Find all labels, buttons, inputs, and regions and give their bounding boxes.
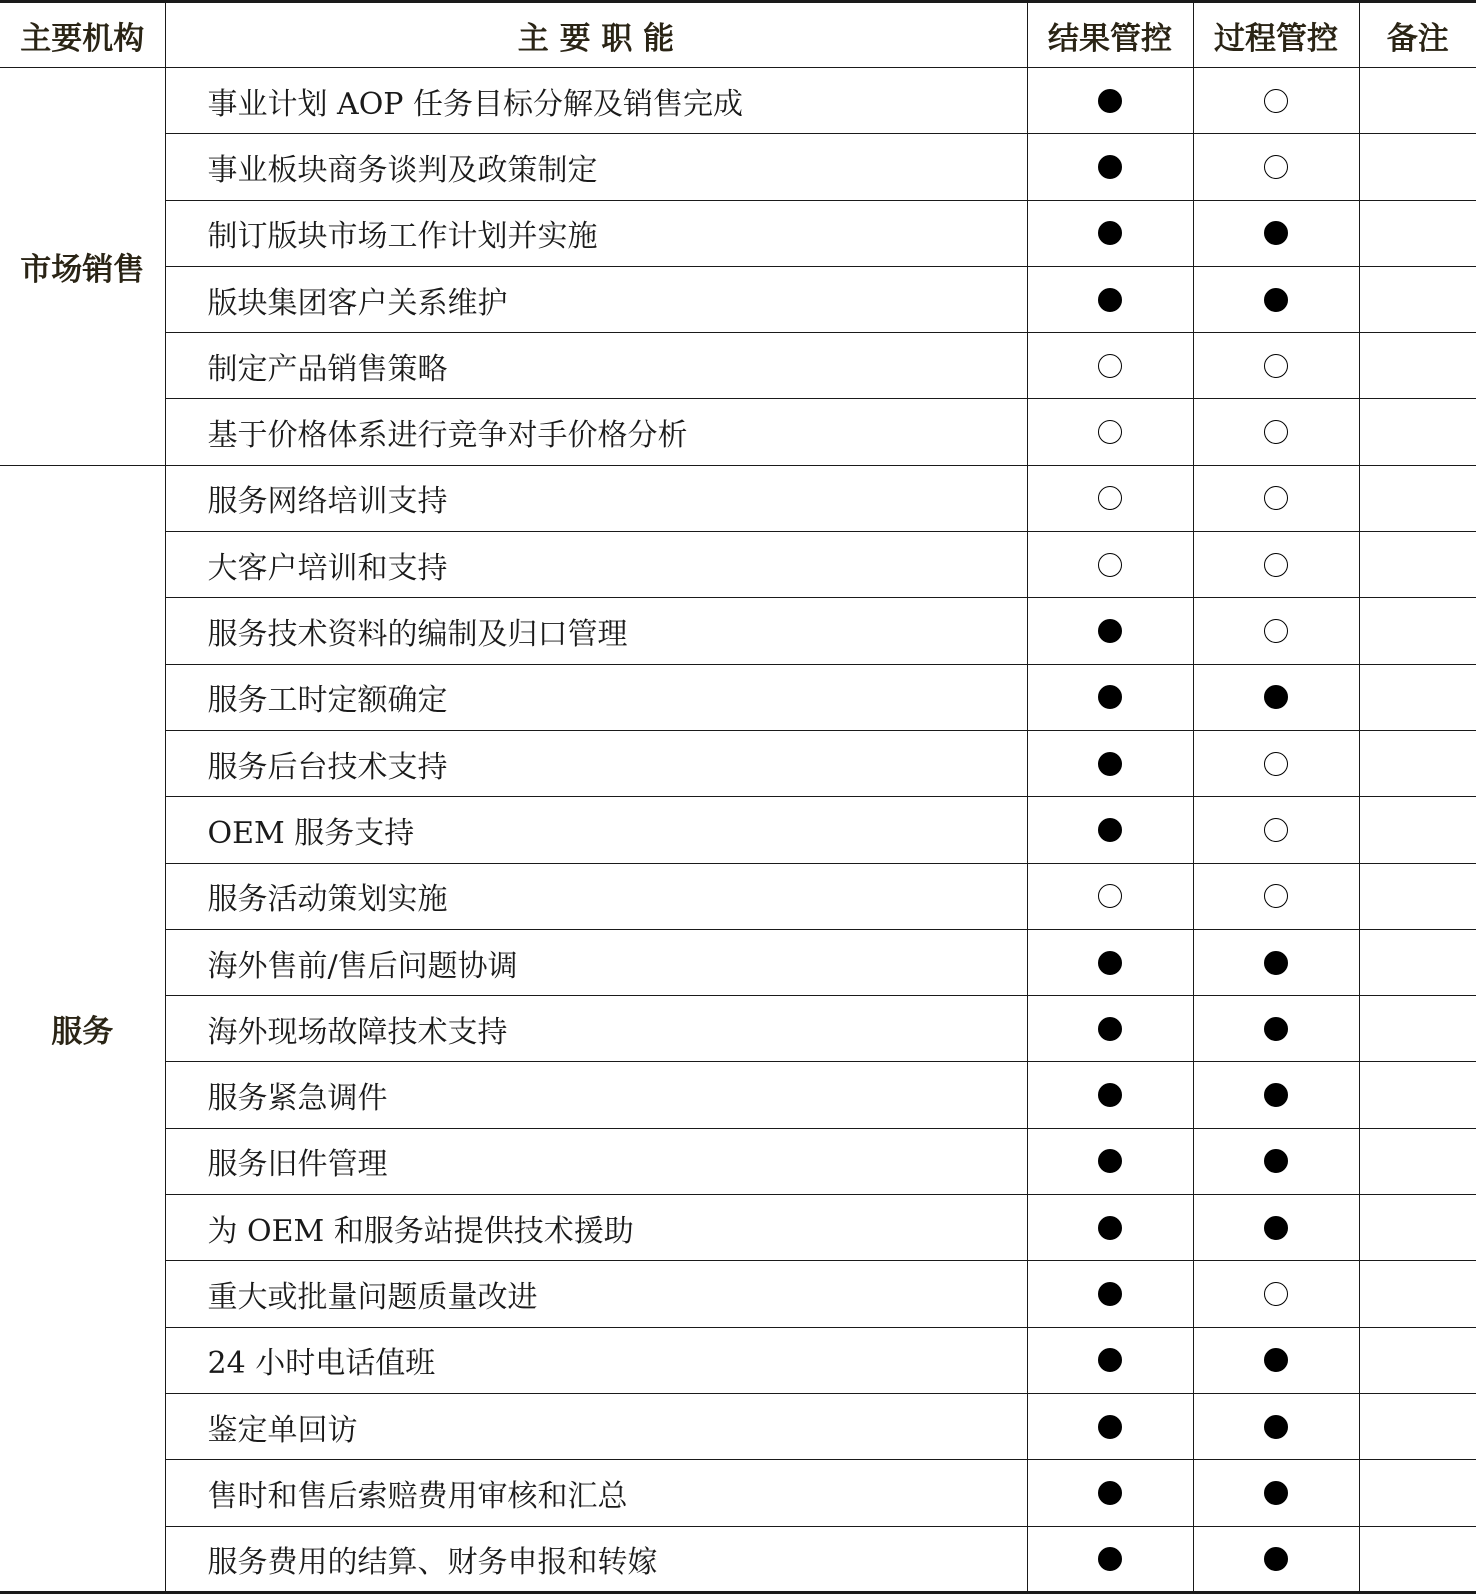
table-row bbox=[0, 1526, 1476, 1592]
hollow-circle-icon bbox=[1264, 884, 1288, 908]
table-row bbox=[0, 465, 1476, 531]
process-control-cell bbox=[1193, 399, 1359, 465]
process-control-cell bbox=[1193, 1327, 1359, 1393]
hollow-circle-icon bbox=[1098, 420, 1122, 444]
result-control-cell bbox=[1027, 532, 1193, 598]
result-control-cell bbox=[1027, 200, 1193, 266]
function-cell: 制订版块市场工作计划并实施 bbox=[165, 200, 1027, 266]
filled-circle-icon bbox=[1098, 1348, 1122, 1372]
function-cell: 为 OEM 和服务站提供技术援助 bbox=[165, 1195, 1027, 1261]
remark-cell bbox=[1359, 730, 1476, 796]
result-control-cell bbox=[1027, 68, 1193, 134]
table-row bbox=[0, 797, 1476, 863]
hollow-circle-icon bbox=[1264, 752, 1288, 776]
table-header bbox=[0, 2, 1476, 68]
filled-circle-icon bbox=[1098, 1481, 1122, 1505]
function-cell: 制定产品销售策略 bbox=[165, 333, 1027, 399]
filled-circle-icon bbox=[1098, 155, 1122, 179]
hollow-circle-icon bbox=[1264, 486, 1288, 510]
process-control-cell bbox=[1193, 1062, 1359, 1128]
remark-cell bbox=[1359, 598, 1476, 664]
remark-cell bbox=[1359, 1393, 1476, 1459]
result-control-cell bbox=[1027, 929, 1193, 995]
filled-circle-icon bbox=[1098, 1282, 1122, 1306]
filled-circle-icon bbox=[1264, 951, 1288, 975]
function-cell: 事业计划 AOP 任务目标分解及销售完成 bbox=[165, 68, 1027, 134]
remark-cell bbox=[1359, 1062, 1476, 1128]
filled-circle-icon bbox=[1264, 685, 1288, 709]
function-cell: 服务网络培训支持 bbox=[165, 465, 1027, 531]
remark-cell bbox=[1359, 1327, 1476, 1393]
remark-cell bbox=[1359, 664, 1476, 730]
filled-circle-icon bbox=[1098, 1547, 1122, 1571]
remark-cell bbox=[1359, 1195, 1476, 1261]
filled-circle-icon bbox=[1264, 1216, 1288, 1240]
remark-cell bbox=[1359, 465, 1476, 531]
remark-cell bbox=[1359, 333, 1476, 399]
process-control-cell bbox=[1193, 664, 1359, 730]
table-body bbox=[0, 68, 1476, 1593]
hollow-circle-icon bbox=[1264, 619, 1288, 643]
filled-circle-icon bbox=[1098, 685, 1122, 709]
process-control-cell bbox=[1193, 266, 1359, 332]
hollow-circle-icon bbox=[1264, 1282, 1288, 1306]
filled-circle-icon bbox=[1098, 818, 1122, 842]
process-control-cell bbox=[1193, 134, 1359, 200]
process-control-cell bbox=[1193, 1128, 1359, 1194]
table-row bbox=[0, 134, 1476, 200]
table-row bbox=[0, 730, 1476, 796]
filled-circle-icon bbox=[1098, 221, 1122, 245]
remark-cell bbox=[1359, 532, 1476, 598]
table-row bbox=[0, 1460, 1476, 1526]
result-control-cell bbox=[1027, 996, 1193, 1062]
header-result-control: 结果管控 bbox=[1027, 2, 1193, 68]
result-control-cell bbox=[1027, 1261, 1193, 1327]
table-row bbox=[0, 1128, 1476, 1194]
filled-circle-icon bbox=[1098, 1149, 1122, 1173]
remark-cell bbox=[1359, 68, 1476, 134]
function-cell: 服务紧急调件 bbox=[165, 1062, 1027, 1128]
remark-cell bbox=[1359, 134, 1476, 200]
org-cell: 服务 bbox=[0, 465, 165, 1592]
hollow-circle-icon bbox=[1264, 818, 1288, 842]
filled-circle-icon bbox=[1098, 1216, 1122, 1240]
remark-cell bbox=[1359, 266, 1476, 332]
function-cell: 基于价格体系进行竞争对手价格分析 bbox=[165, 399, 1027, 465]
filled-circle-icon bbox=[1264, 1149, 1288, 1173]
process-control-cell bbox=[1193, 68, 1359, 134]
header-function: 主 要 职 能 bbox=[165, 2, 1027, 68]
result-control-cell bbox=[1027, 664, 1193, 730]
filled-circle-icon bbox=[1098, 89, 1122, 113]
function-cell: 服务旧件管理 bbox=[165, 1128, 1027, 1194]
process-control-cell bbox=[1193, 1526, 1359, 1592]
result-control-cell bbox=[1027, 333, 1193, 399]
remark-cell bbox=[1359, 929, 1476, 995]
table-row bbox=[0, 1393, 1476, 1459]
result-control-cell bbox=[1027, 134, 1193, 200]
hollow-circle-icon bbox=[1098, 884, 1122, 908]
remark-cell bbox=[1359, 399, 1476, 465]
remark-cell bbox=[1359, 1261, 1476, 1327]
hollow-circle-icon bbox=[1264, 155, 1288, 179]
process-control-cell bbox=[1193, 1195, 1359, 1261]
function-cell: 24 小时电话值班 bbox=[165, 1327, 1027, 1393]
remark-cell bbox=[1359, 1128, 1476, 1194]
function-cell: OEM 服务支持 bbox=[165, 797, 1027, 863]
remark-cell bbox=[1359, 797, 1476, 863]
filled-circle-icon bbox=[1098, 619, 1122, 643]
result-control-cell bbox=[1027, 1327, 1193, 1393]
filled-circle-icon bbox=[1264, 1547, 1288, 1571]
result-control-cell bbox=[1027, 1393, 1193, 1459]
remark-cell bbox=[1359, 996, 1476, 1062]
process-control-cell bbox=[1193, 1460, 1359, 1526]
remark-cell bbox=[1359, 863, 1476, 929]
hollow-circle-icon bbox=[1264, 354, 1288, 378]
process-control-cell bbox=[1193, 797, 1359, 863]
function-cell: 重大或批量问题质量改进 bbox=[165, 1261, 1027, 1327]
result-control-cell bbox=[1027, 1526, 1193, 1592]
filled-circle-icon bbox=[1098, 1017, 1122, 1041]
filled-circle-icon bbox=[1264, 1481, 1288, 1505]
hollow-circle-icon bbox=[1264, 420, 1288, 444]
table-row bbox=[0, 863, 1476, 929]
result-control-cell bbox=[1027, 863, 1193, 929]
process-control-cell bbox=[1193, 929, 1359, 995]
hollow-circle-icon bbox=[1098, 354, 1122, 378]
table-row bbox=[0, 1062, 1476, 1128]
filled-circle-icon bbox=[1098, 951, 1122, 975]
table-row bbox=[0, 996, 1476, 1062]
process-control-cell bbox=[1193, 1393, 1359, 1459]
filled-circle-icon bbox=[1098, 1083, 1122, 1107]
hollow-circle-icon bbox=[1098, 553, 1122, 577]
header-remarks: 备注 bbox=[1359, 2, 1476, 68]
process-control-cell bbox=[1193, 730, 1359, 796]
function-cell: 海外现场故障技术支持 bbox=[165, 996, 1027, 1062]
function-cell: 鉴定单回访 bbox=[165, 1393, 1027, 1459]
result-control-cell bbox=[1027, 598, 1193, 664]
remark-cell bbox=[1359, 1526, 1476, 1592]
table-row bbox=[0, 598, 1476, 664]
table-row bbox=[0, 399, 1476, 465]
table-row bbox=[0, 532, 1476, 598]
filled-circle-icon bbox=[1264, 1415, 1288, 1439]
function-cell: 售时和售后索赔费用审核和汇总 bbox=[165, 1460, 1027, 1526]
hollow-circle-icon bbox=[1098, 486, 1122, 510]
function-cell: 版块集团客户关系维护 bbox=[165, 266, 1027, 332]
table-row bbox=[0, 1327, 1476, 1393]
table-row bbox=[0, 333, 1476, 399]
process-control-cell bbox=[1193, 863, 1359, 929]
result-control-cell bbox=[1027, 1062, 1193, 1128]
function-cell: 服务活动策划实施 bbox=[165, 863, 1027, 929]
hollow-circle-icon bbox=[1264, 89, 1288, 113]
function-cell: 服务工时定额确定 bbox=[165, 664, 1027, 730]
process-control-cell bbox=[1193, 598, 1359, 664]
result-control-cell bbox=[1027, 399, 1193, 465]
filled-circle-icon bbox=[1264, 221, 1288, 245]
header-org: 主要机构 bbox=[0, 2, 165, 68]
table-row bbox=[0, 1195, 1476, 1261]
filled-circle-icon bbox=[1264, 1083, 1288, 1107]
table-row bbox=[0, 200, 1476, 266]
filled-circle-icon bbox=[1264, 288, 1288, 312]
process-control-cell bbox=[1193, 333, 1359, 399]
header-process-control: 过程管控 bbox=[1193, 2, 1359, 68]
function-cell: 服务技术资料的编制及归口管理 bbox=[165, 598, 1027, 664]
result-control-cell bbox=[1027, 797, 1193, 863]
filled-circle-icon bbox=[1098, 752, 1122, 776]
process-control-cell bbox=[1193, 996, 1359, 1062]
process-control-cell bbox=[1193, 532, 1359, 598]
process-control-cell bbox=[1193, 200, 1359, 266]
header-row bbox=[0, 2, 1476, 68]
filled-circle-icon bbox=[1098, 288, 1122, 312]
process-control-cell bbox=[1193, 1261, 1359, 1327]
result-control-cell bbox=[1027, 465, 1193, 531]
filled-circle-icon bbox=[1264, 1017, 1288, 1041]
table-row bbox=[0, 68, 1476, 134]
table-row bbox=[0, 1261, 1476, 1327]
remark-cell bbox=[1359, 1460, 1476, 1526]
result-control-cell bbox=[1027, 266, 1193, 332]
hollow-circle-icon bbox=[1264, 553, 1288, 577]
org-cell: 市场销售 bbox=[0, 68, 165, 466]
result-control-cell bbox=[1027, 1128, 1193, 1194]
result-control-cell bbox=[1027, 1195, 1193, 1261]
filled-circle-icon bbox=[1098, 1415, 1122, 1439]
result-control-cell bbox=[1027, 1460, 1193, 1526]
function-cell: 海外售前/售后问题协调 bbox=[165, 929, 1027, 995]
function-cell: 服务费用的结算、财务申报和转嫁 bbox=[165, 1526, 1027, 1592]
table-row bbox=[0, 929, 1476, 995]
function-cell: 大客户培训和支持 bbox=[165, 532, 1027, 598]
table-row bbox=[0, 266, 1476, 332]
result-control-cell bbox=[1027, 730, 1193, 796]
function-cell: 服务后台技术支持 bbox=[165, 730, 1027, 796]
function-cell: 事业板块商务谈判及政策制定 bbox=[165, 134, 1027, 200]
process-control-cell bbox=[1193, 465, 1359, 531]
remark-cell bbox=[1359, 200, 1476, 266]
table-row bbox=[0, 664, 1476, 730]
filled-circle-icon bbox=[1264, 1348, 1288, 1372]
